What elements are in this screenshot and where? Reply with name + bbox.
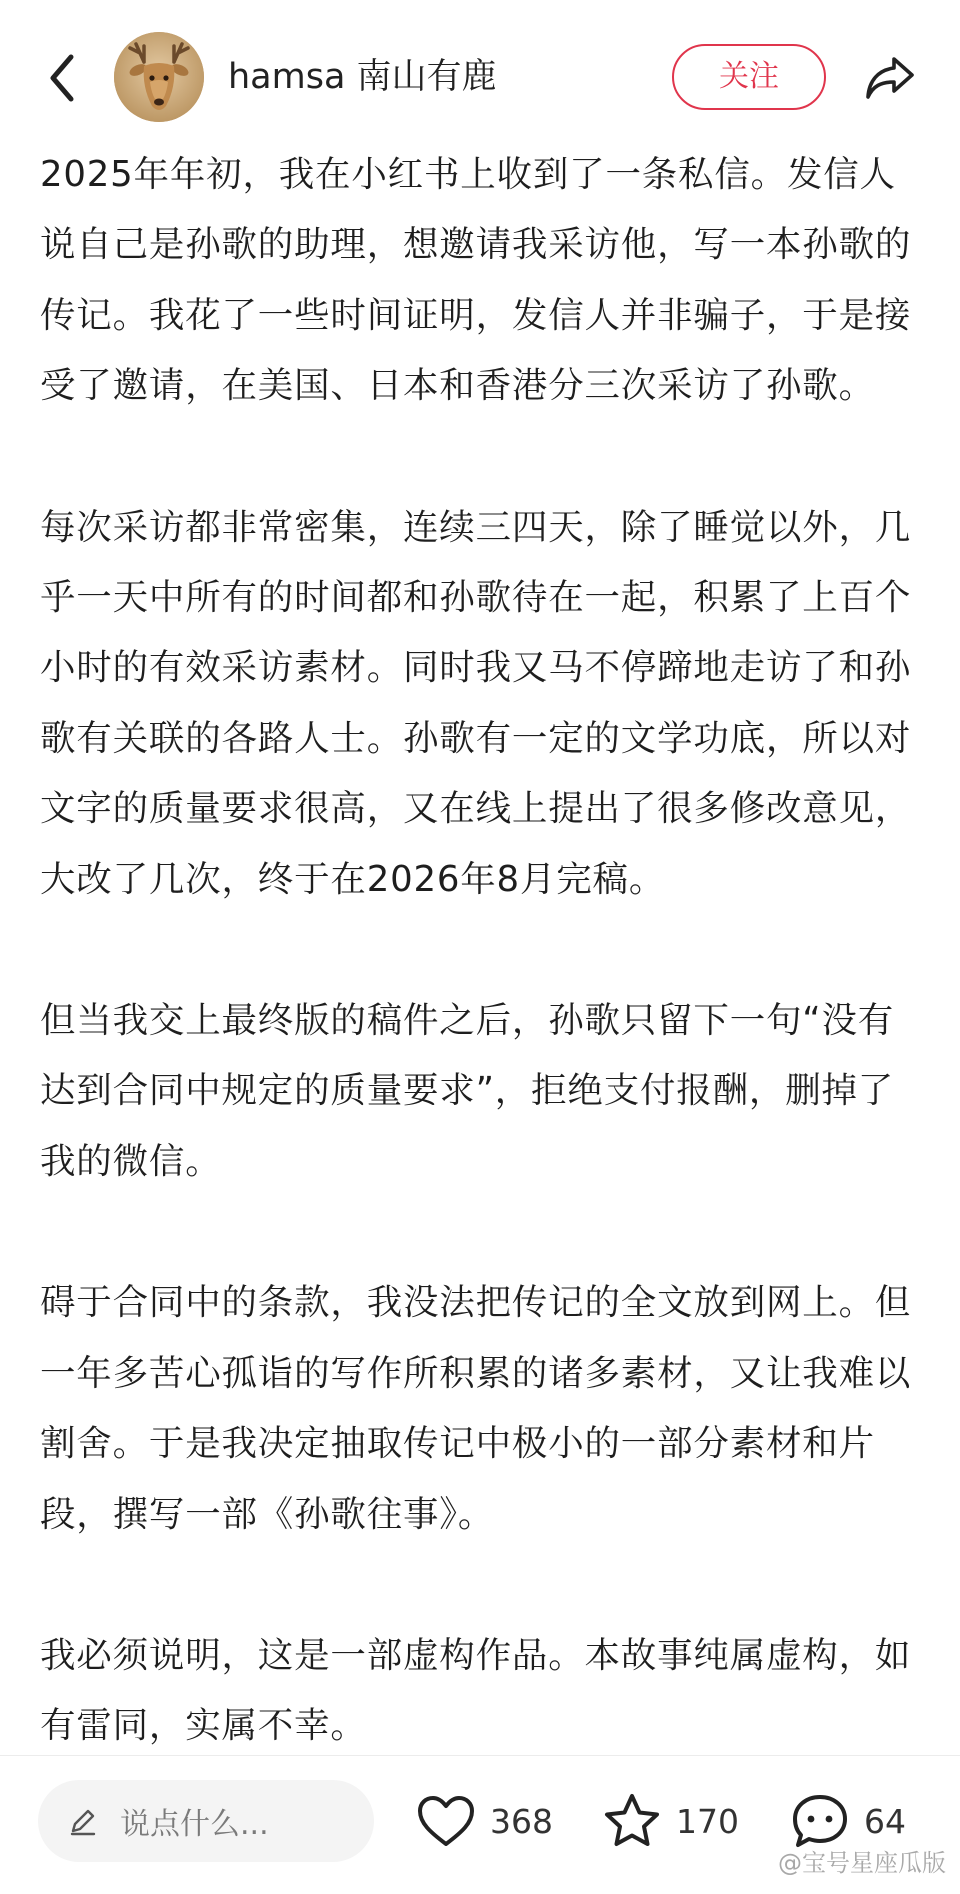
post-paragraph: 2025年年初，我在小红书上收到了一条私信。发信人说自己是孙歌的助理，想邀请我采访他，写一本孙歌的传记。我花了一些时间证明，发信人并非骗子，于是接受了邀请，在美国、日本和香港分三次采访了孙歌。	[40, 154, 912, 407]
paragraph-gap	[40, 1197, 930, 1268]
comment-count: 64	[864, 1801, 906, 1841]
post-content	[40, 140, 930, 1762]
follow-button[interactable]: 关注	[672, 44, 826, 110]
comment-input[interactable]	[38, 1780, 374, 1862]
back-button[interactable]	[38, 48, 86, 108]
deer-avatar-icon	[114, 32, 204, 122]
share-arrow-icon	[864, 55, 916, 101]
post-paragraph: 每次采访都非常密集，连续三四天，除了睡觉以外，几乎一天中所有的时间都和孙歌待在一起，积累了上百个小时的有效采访素材。同时我又马不停蹄地走访了和孙歌有关联的各路人士。孙歌有一定的文学功底，所以对文字的质量要求很高，又在线上提出了很多修改意见，大改了几次，终于在2026年8月完稿。	[40, 506, 912, 900]
comment-placeholder: 说点什么...	[120, 1807, 269, 1842]
like-button[interactable]	[416, 1786, 553, 1856]
star-icon	[602, 1792, 662, 1850]
post-paragraph: 碍于合同中的条款，我没法把传记的全文放到网上。但一年多苦心孤诣的写作所积累的诸多素材，又让我难以割舍。于是我决定抽取传记中极小的一部分素材和片段，撰写一部《孙歌往事》。	[40, 1282, 912, 1535]
chevron-left-icon	[47, 53, 77, 103]
bottom-action-bar	[0, 1755, 960, 1894]
heart-icon	[416, 1794, 476, 1848]
collect-count: 170	[676, 1801, 739, 1841]
post-paragraph: 但当我交上最终版的稿件之后，孙歌只留下一句“没有达到合同中规定的质量要求”，拒绝支付报酬，删掉了我的微信。	[40, 1000, 895, 1182]
pen-icon	[66, 1804, 100, 1838]
chat-bubble-icon	[790, 1792, 850, 1850]
watermark: @宝号星座瓜版	[778, 1849, 946, 1877]
post-header	[0, 0, 960, 150]
like-count: 368	[490, 1801, 553, 1841]
paragraph-gap	[40, 915, 930, 986]
username[interactable]: hamsa 南山有鹿	[228, 57, 497, 97]
share-button[interactable]	[858, 48, 922, 108]
paragraph-gap	[40, 1550, 930, 1621]
avatar[interactable]	[114, 32, 204, 122]
paragraph-gap	[40, 422, 930, 493]
post-paragraph: 我必须说明，这是一部虚构作品。本故事纯属虚构，如有雷同，实属不幸。	[40, 1634, 912, 1747]
collect-button[interactable]	[602, 1786, 739, 1856]
